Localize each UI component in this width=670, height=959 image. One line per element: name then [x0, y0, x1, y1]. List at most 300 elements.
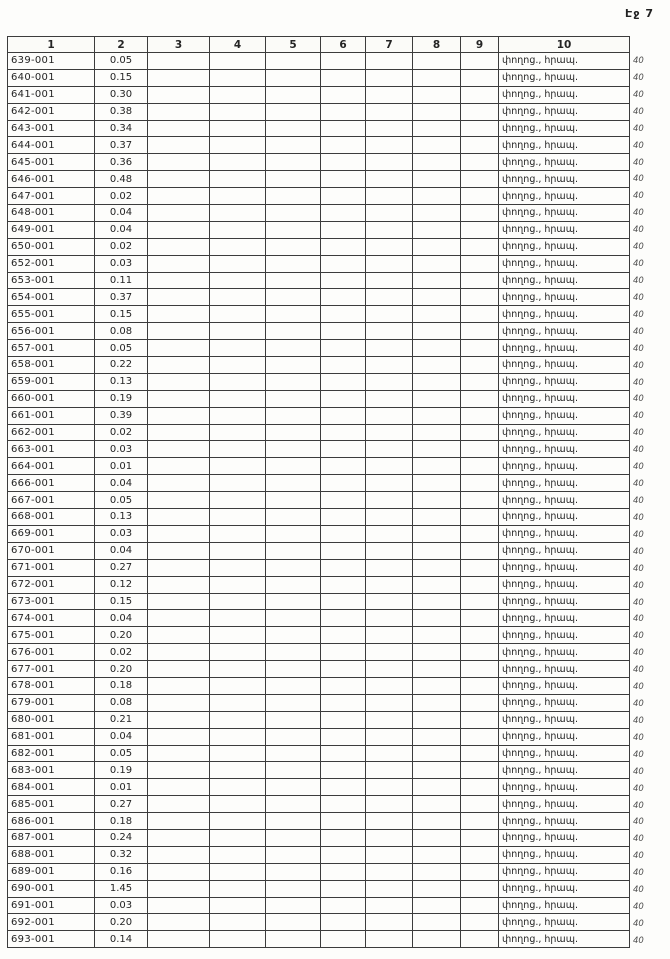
value-cell: 0.16: [95, 863, 148, 880]
value-cell: 0.04: [95, 221, 148, 238]
table-row: [8, 711, 630, 728]
empty-cell: [266, 694, 321, 711]
code-cell: 689-001: [8, 863, 95, 880]
note-cell: փողոց., հրապ.: [499, 931, 630, 948]
empty-cell: [210, 272, 266, 289]
empty-cell: [413, 103, 461, 120]
code-cell: 687-001: [8, 829, 95, 846]
empty-cell: [321, 762, 366, 779]
note-cell: փողոց., հրապ.: [499, 188, 630, 205]
table-row: [8, 221, 630, 238]
empty-cell: [210, 255, 266, 272]
note-cell: փողոց., հրապ.: [499, 205, 630, 222]
empty-cell: [413, 188, 461, 205]
code-cell: 660-001: [8, 390, 95, 407]
handwritten-margin-mark: 40: [633, 377, 644, 388]
table-row: [8, 846, 630, 863]
handwritten-margin-mark: 40: [633, 648, 644, 659]
empty-cell: [413, 627, 461, 644]
code-cell: 692-001: [8, 914, 95, 931]
value-cell: 0.03: [95, 897, 148, 914]
empty-cell: [366, 644, 413, 661]
empty-cell: [210, 323, 266, 340]
empty-cell: [210, 86, 266, 103]
note-cell: փողոց., հրապ.: [499, 796, 630, 813]
empty-cell: [461, 53, 499, 70]
empty-cell: [321, 728, 366, 745]
code-cell: 643-001: [8, 120, 95, 137]
empty-cell: [366, 897, 413, 914]
empty-cell: [461, 340, 499, 357]
empty-cell: [148, 627, 210, 644]
note-cell: փողոց., հրապ.: [499, 357, 630, 374]
empty-cell: [210, 492, 266, 509]
empty-cell: [210, 407, 266, 424]
code-cell: 674-001: [8, 610, 95, 627]
empty-cell: [461, 458, 499, 475]
empty-cell: [413, 221, 461, 238]
note-cell: փողոց., հրապ.: [499, 745, 630, 762]
table-row: [8, 238, 630, 255]
value-cell: 0.36: [95, 154, 148, 171]
empty-cell: [148, 154, 210, 171]
value-cell: 0.03: [95, 525, 148, 542]
empty-cell: [461, 205, 499, 222]
empty-cell: [461, 509, 499, 526]
handwritten-margin-mark: 40: [633, 935, 644, 946]
empty-cell: [148, 728, 210, 745]
empty-cell: [266, 137, 321, 154]
table-row: [8, 390, 630, 407]
empty-cell: [148, 323, 210, 340]
code-cell: 682-001: [8, 745, 95, 762]
empty-cell: [461, 323, 499, 340]
empty-cell: [413, 863, 461, 880]
empty-cell: [413, 492, 461, 509]
empty-cell: [321, 306, 366, 323]
note-cell: փողոց., հրապ.: [499, 306, 630, 323]
empty-cell: [461, 221, 499, 238]
empty-cell: [210, 340, 266, 357]
table-row: [8, 306, 630, 323]
empty-cell: [366, 492, 413, 509]
code-cell: 680-001: [8, 711, 95, 728]
empty-cell: [266, 931, 321, 948]
table-row: [8, 340, 630, 357]
empty-cell: [366, 205, 413, 222]
empty-cell: [366, 373, 413, 390]
table-row: [8, 796, 630, 813]
empty-cell: [210, 644, 266, 661]
table-row: [8, 86, 630, 103]
note-cell: փողոց., հրապ.: [499, 694, 630, 711]
note-cell: փողոց., հրապ.: [499, 542, 630, 559]
note-cell: փողոց., հրապ.: [499, 272, 630, 289]
empty-cell: [210, 661, 266, 678]
empty-cell: [366, 53, 413, 70]
empty-cell: [148, 880, 210, 897]
empty-cell: [321, 931, 366, 948]
empty-cell: [461, 357, 499, 374]
value-cell: 0.02: [95, 424, 148, 441]
empty-cell: [413, 323, 461, 340]
empty-cell: [148, 542, 210, 559]
empty-cell: [266, 188, 321, 205]
empty-cell: [321, 694, 366, 711]
empty-cell: [461, 593, 499, 610]
handwritten-margin-mark: 40: [633, 242, 644, 253]
column-header: 10: [499, 37, 630, 53]
empty-cell: [366, 171, 413, 188]
empty-cell: [148, 846, 210, 863]
empty-cell: [148, 390, 210, 407]
empty-cell: [321, 644, 366, 661]
table-row: [8, 745, 630, 762]
handwritten-margin-mark: 40: [633, 157, 644, 168]
empty-cell: [148, 644, 210, 661]
empty-cell: [461, 610, 499, 627]
empty-cell: [210, 931, 266, 948]
empty-cell: [266, 576, 321, 593]
note-cell: փողոց., հրապ.: [499, 441, 630, 458]
code-cell: 693-001: [8, 931, 95, 948]
empty-cell: [366, 745, 413, 762]
table-row: [8, 509, 630, 526]
note-cell: փողոց., հրապ.: [499, 323, 630, 340]
empty-cell: [461, 711, 499, 728]
empty-cell: [210, 238, 266, 255]
value-cell: 0.48: [95, 171, 148, 188]
empty-cell: [461, 492, 499, 509]
note-cell: փողոց., հրապ.: [499, 255, 630, 272]
empty-cell: [266, 610, 321, 627]
empty-cell: [210, 914, 266, 931]
empty-cell: [266, 762, 321, 779]
empty-cell: [461, 644, 499, 661]
empty-cell: [461, 559, 499, 576]
note-cell: փողոց., հրապ.: [499, 475, 630, 492]
empty-cell: [266, 458, 321, 475]
empty-cell: [366, 593, 413, 610]
empty-cell: [266, 677, 321, 694]
note-cell: փողոց., հրապ.: [499, 610, 630, 627]
value-cell: 0.30: [95, 86, 148, 103]
handwritten-margin-mark: 40: [633, 783, 644, 794]
empty-cell: [210, 897, 266, 914]
empty-cell: [148, 711, 210, 728]
empty-cell: [321, 340, 366, 357]
empty-cell: [148, 914, 210, 931]
empty-cell: [266, 221, 321, 238]
handwritten-margin-mark: 40: [633, 275, 644, 286]
empty-cell: [266, 424, 321, 441]
note-cell: փողոց., հրապ.: [499, 53, 630, 70]
handwritten-margin-mark: 40: [633, 495, 644, 506]
code-cell: 685-001: [8, 796, 95, 813]
code-cell: 656-001: [8, 323, 95, 340]
column-header: 3: [148, 37, 210, 53]
code-cell: 655-001: [8, 306, 95, 323]
empty-cell: [413, 796, 461, 813]
handwritten-margin-mark: 40: [633, 580, 644, 591]
table-row: [8, 171, 630, 188]
empty-cell: [366, 796, 413, 813]
handwritten-margin-mark: 40: [633, 919, 644, 930]
empty-cell: [413, 559, 461, 576]
empty-cell: [321, 407, 366, 424]
table-row: [8, 610, 630, 627]
code-cell: 688-001: [8, 846, 95, 863]
empty-cell: [413, 525, 461, 542]
empty-cell: [210, 154, 266, 171]
empty-cell: [461, 627, 499, 644]
code-cell: 684-001: [8, 779, 95, 796]
table-row: [8, 661, 630, 678]
empty-cell: [266, 796, 321, 813]
handwritten-margin-mark: 40: [633, 225, 644, 236]
empty-cell: [148, 829, 210, 846]
note-cell: փողոց., հրապ.: [499, 69, 630, 86]
note-cell: փողոց., հրապ.: [499, 627, 630, 644]
value-cell: 0.04: [95, 475, 148, 492]
empty-cell: [210, 694, 266, 711]
empty-cell: [321, 373, 366, 390]
empty-cell: [266, 492, 321, 509]
handwritten-margin-mark: 40: [633, 834, 644, 845]
empty-cell: [266, 357, 321, 374]
table-row: [8, 188, 630, 205]
handwritten-margin-mark: 40: [633, 343, 644, 354]
empty-cell: [366, 813, 413, 830]
empty-cell: [148, 255, 210, 272]
empty-cell: [321, 880, 366, 897]
note-cell: փողոց., հրապ.: [499, 880, 630, 897]
empty-cell: [148, 694, 210, 711]
value-cell: 0.34: [95, 120, 148, 137]
empty-cell: [366, 255, 413, 272]
empty-cell: [266, 728, 321, 745]
handwritten-margin-mark: 40: [633, 715, 644, 726]
value-cell: 0.03: [95, 255, 148, 272]
empty-cell: [321, 475, 366, 492]
code-cell: 664-001: [8, 458, 95, 475]
empty-cell: [366, 458, 413, 475]
empty-cell: [148, 779, 210, 796]
empty-cell: [366, 340, 413, 357]
handwritten-margin-mark: 40: [633, 292, 644, 303]
handwritten-margin-mark: 40: [633, 885, 644, 896]
value-cell: 0.21: [95, 711, 148, 728]
code-cell: 677-001: [8, 661, 95, 678]
table-row: [8, 424, 630, 441]
empty-cell: [366, 728, 413, 745]
empty-cell: [266, 238, 321, 255]
empty-cell: [266, 289, 321, 306]
value-cell: 0.05: [95, 745, 148, 762]
empty-cell: [366, 441, 413, 458]
empty-cell: [413, 255, 461, 272]
empty-cell: [210, 762, 266, 779]
empty-cell: [148, 306, 210, 323]
empty-cell: [210, 458, 266, 475]
empty-cell: [210, 559, 266, 576]
table-row: [8, 914, 630, 931]
note-cell: փողոց., հրապ.: [499, 863, 630, 880]
handwritten-margin-mark: 40: [633, 106, 644, 117]
table-row: [8, 931, 630, 948]
empty-cell: [461, 475, 499, 492]
value-cell: 0.01: [95, 779, 148, 796]
empty-cell: [413, 813, 461, 830]
empty-cell: [266, 306, 321, 323]
empty-cell: [210, 542, 266, 559]
value-cell: 0.04: [95, 610, 148, 627]
table-row: [8, 779, 630, 796]
empty-cell: [366, 306, 413, 323]
empty-cell: [461, 154, 499, 171]
note-cell: փողոց., հրապ.: [499, 644, 630, 661]
code-cell: 690-001: [8, 880, 95, 897]
empty-cell: [366, 137, 413, 154]
table-row: [8, 829, 630, 846]
note-cell: փողոց., հրապ.: [499, 559, 630, 576]
empty-cell: [266, 880, 321, 897]
empty-cell: [321, 188, 366, 205]
code-cell: 648-001: [8, 205, 95, 222]
empty-cell: [266, 171, 321, 188]
empty-cell: [266, 829, 321, 846]
empty-cell: [148, 610, 210, 627]
code-cell: 640-001: [8, 69, 95, 86]
empty-cell: [321, 441, 366, 458]
note-cell: փողոց., հրապ.: [499, 137, 630, 154]
empty-cell: [366, 272, 413, 289]
empty-cell: [321, 509, 366, 526]
empty-cell: [148, 205, 210, 222]
empty-cell: [413, 711, 461, 728]
value-cell: 0.08: [95, 694, 148, 711]
handwritten-margin-mark: 40: [633, 428, 644, 439]
handwritten-margin-mark: 40: [633, 140, 644, 151]
empty-cell: [321, 238, 366, 255]
handwritten-margin-mark: 40: [633, 732, 644, 743]
handwritten-margin-mark: 40: [633, 749, 644, 760]
empty-cell: [210, 424, 266, 441]
code-cell: 672-001: [8, 576, 95, 593]
empty-cell: [210, 205, 266, 222]
table-row: [8, 694, 630, 711]
empty-cell: [461, 863, 499, 880]
empty-cell: [461, 69, 499, 86]
empty-cell: [321, 627, 366, 644]
table-row: [8, 863, 630, 880]
column-header: 5: [266, 37, 321, 53]
empty-cell: [413, 238, 461, 255]
empty-cell: [266, 120, 321, 137]
code-cell: 639-001: [8, 53, 95, 70]
note-cell: փողոց., հրապ.: [499, 661, 630, 678]
value-cell: 0.15: [95, 69, 148, 86]
code-cell: 657-001: [8, 340, 95, 357]
table-row: [8, 813, 630, 830]
empty-cell: [366, 576, 413, 593]
empty-cell: [148, 492, 210, 509]
empty-cell: [461, 289, 499, 306]
empty-cell: [461, 188, 499, 205]
value-cell: 0.19: [95, 762, 148, 779]
empty-cell: [321, 745, 366, 762]
empty-cell: [366, 914, 413, 931]
empty-cell: [210, 137, 266, 154]
handwritten-margin-mark: 40: [633, 462, 644, 473]
handwritten-margin-mark: 40: [633, 394, 644, 405]
empty-cell: [210, 813, 266, 830]
handwritten-margin-mark: 40: [633, 123, 644, 134]
empty-cell: [148, 593, 210, 610]
empty-cell: [148, 576, 210, 593]
margin-annotations: [633, 53, 667, 950]
empty-cell: [148, 188, 210, 205]
code-cell: 661-001: [8, 407, 95, 424]
empty-cell: [413, 931, 461, 948]
empty-cell: [210, 357, 266, 374]
note-cell: փողոց., հրապ.: [499, 424, 630, 441]
empty-cell: [266, 644, 321, 661]
note-cell: փողոց., հրապ.: [499, 829, 630, 846]
empty-cell: [210, 593, 266, 610]
empty-cell: [413, 694, 461, 711]
empty-cell: [148, 289, 210, 306]
empty-cell: [413, 171, 461, 188]
empty-cell: [413, 728, 461, 745]
empty-cell: [413, 593, 461, 610]
value-cell: 0.27: [95, 796, 148, 813]
empty-cell: [210, 373, 266, 390]
empty-cell: [148, 171, 210, 188]
empty-cell: [461, 931, 499, 948]
value-cell: 0.02: [95, 238, 148, 255]
empty-cell: [366, 610, 413, 627]
column-header: 7: [366, 37, 413, 53]
empty-cell: [266, 69, 321, 86]
value-cell: 0.01: [95, 458, 148, 475]
empty-cell: [413, 644, 461, 661]
empty-cell: [321, 593, 366, 610]
note-cell: փողոց., հրապ.: [499, 238, 630, 255]
handwritten-margin-mark: 40: [633, 72, 644, 83]
empty-cell: [321, 357, 366, 374]
note-cell: փողոց., հրապ.: [499, 86, 630, 103]
code-cell: 644-001: [8, 137, 95, 154]
empty-cell: [148, 677, 210, 694]
empty-cell: [461, 103, 499, 120]
handwritten-margin-mark: 40: [633, 56, 644, 66]
empty-cell: [366, 103, 413, 120]
empty-cell: [366, 357, 413, 374]
empty-cell: [148, 86, 210, 103]
empty-cell: [266, 525, 321, 542]
note-cell: փողոց., հրապ.: [499, 525, 630, 542]
empty-cell: [210, 69, 266, 86]
empty-cell: [366, 846, 413, 863]
column-header: 9: [461, 37, 499, 53]
code-cell: 669-001: [8, 525, 95, 542]
handwritten-margin-mark: 40: [633, 851, 644, 862]
note-cell: փողոց., հրապ.: [499, 779, 630, 796]
empty-cell: [461, 255, 499, 272]
value-cell: 0.15: [95, 593, 148, 610]
code-cell: 641-001: [8, 86, 95, 103]
